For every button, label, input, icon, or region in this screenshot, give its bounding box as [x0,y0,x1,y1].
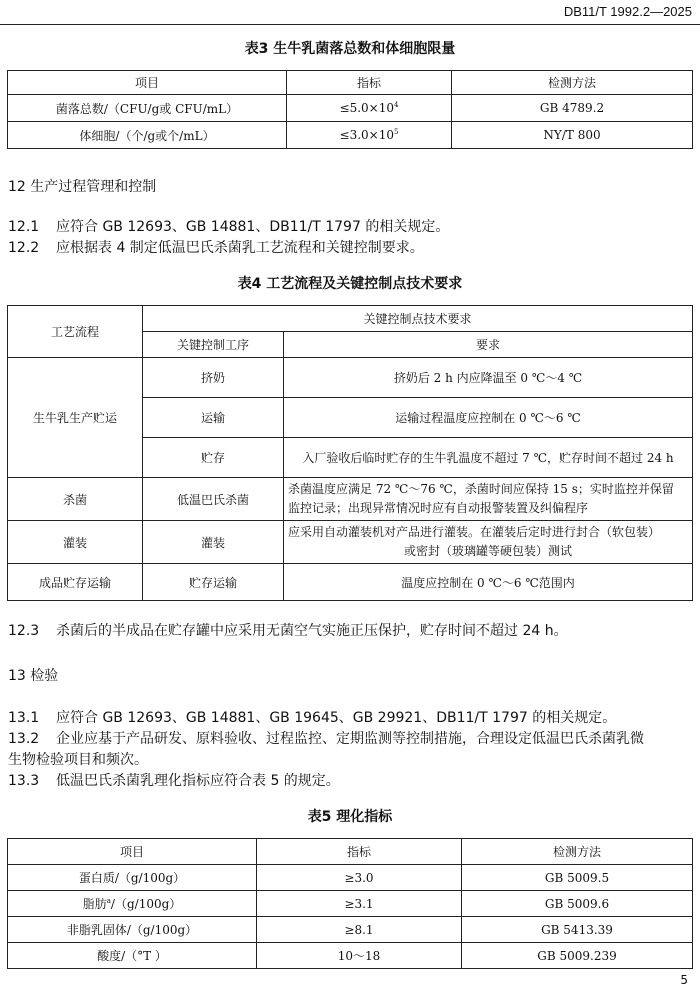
clause-13-1: 13.1 应符合 GB 12693、GB 14881、GB 19645、GB 29921、DB11/T 1797 的相关规定。 [8,710,617,726]
table3-title: 表3 生牛乳菌落总数和体细胞限量 [244,41,456,57]
table5 [7,838,693,969]
table4-header-process: 工艺流程 [8,306,143,358]
table4-process-sterilize: 杀菌 [8,478,143,521]
table-row [8,865,693,891]
table4-step: 挤奶 [143,358,284,398]
table4-process-fill: 灌装 [8,521,143,564]
table4-process-store: 成品贮存运输 [8,564,143,601]
table5-title: 表5 理化指标 [307,809,393,825]
clause-12-3: 12.3 杀菌后的半成品在贮存罐中应采用无菌空气实施正压保护，贮存时间不超过 24 h。 [8,623,568,639]
table3-header-item: 项目 [8,71,287,95]
table5-cell-item: 酸度/（°T ） [8,943,257,969]
table-row [8,95,693,122]
table-row [8,122,693,149]
table4-req: 挤奶后 2 h 内应降温至 0 ℃～4 ℃ [284,358,693,398]
table-row [8,943,693,969]
table5-cell-item: 蛋白质/（g/100g） [8,865,257,891]
section-12-heading: 12 生产过程管理和控制 [8,179,157,195]
table4-req: 运输过程温度应控制在 0 ℃～6 ℃ [284,398,693,438]
table4-header-tech: 关键控制点技术要求 [143,306,693,332]
clause-13-3: 13.3 低温巴氏杀菌乳理化指标应符合表 5 的规定。 [8,773,340,789]
table4-title: 表4 工艺流程及关键控制点技术要求 [237,276,463,292]
table4-req: 杀菌温度应满足 72 ℃～76 ℃，杀菌时间应保持 15 s；实时监控并保留 监控记录；出现异常情况时应有自动报警装置及纠偏程序 [284,478,693,521]
section-13-heading: 13 检验 [8,668,59,684]
table5-header-item: 项目 [8,839,257,865]
table4-req: 入厂验收后临时贮存的生牛乳温度不超过 7 ℃，贮存时间不超过 24 h [284,438,693,478]
table5-cell-item: 脂肪$^a$/（g/100g） [8,891,257,917]
table4-step: 贮存 [143,438,284,478]
table3-cell-value: $\le 3.0\times 10^5$ [287,122,452,149]
table-row [8,521,693,564]
table3-header-value: 指标 [287,71,452,95]
table3-cell-item: 菌落总数/（CFU/g或 CFU/mL） [8,95,287,122]
table4-header-step: 关键控制工序 [143,332,284,358]
table3 [7,70,693,149]
table3-header-method: 检测方法 [452,71,693,95]
table4 [7,305,693,601]
table4-header-req: 要求 [284,332,693,358]
table5-header-method: 检测方法 [462,839,693,865]
table-row [8,917,693,943]
table-row [8,564,693,601]
table5-cell-value: 10～18 [257,943,462,969]
table3-cell-method: NY/T 800 [452,122,693,149]
table5-cell-item: 非脂乳固体/（g/100g） [8,917,257,943]
table5-cell-method: GB 5009.5 [462,865,693,891]
table5-cell-method: GB 5413.39 [462,917,693,943]
table5-cell-value: ≥3.0 [257,865,462,891]
clause-13-2: 13.2 企业应基于产品研发、原料验收、过程监控、定期监测等控制措施，合理设定低温巴氏杀菌乳微 生物检验项目和频次。 [8,731,644,768]
table5-cell-value: ≥8.1 [257,917,462,943]
table5-cell-method: GB 5009.6 [462,891,693,917]
table-row [8,891,693,917]
table4-process-raw-milk: 生牛乳生产贮运 [8,358,143,478]
page-number: 5 [680,973,688,987]
table4-step: 贮存运输 [143,564,284,601]
table4-step: 运输 [143,398,284,438]
table4-step: 低温巴氏杀菌 [143,478,284,521]
table5-header-value: 指标 [257,839,462,865]
table3-cell-item: 体细胞/（个/g或个/mL） [8,122,287,149]
table4-req: 温度应控制在 0 ℃～6 ℃范围内 [284,564,693,601]
header-divider [0,24,700,25]
table-row [8,358,693,398]
clause-12-2: 12.2 应根据表 4 制定低温巴氏杀菌乳工艺流程和关键控制要求。 [8,240,424,256]
table4-step: 灌装 [143,521,284,564]
table3-cell-method: GB 4789.2 [452,95,693,122]
table4-req: 应采用自动灌装机对产品进行灌装。在灌装后定时进行封合（软包装） 或密封（玻璃罐等硬包装）测试 [284,521,693,564]
clause-12-1: 12.1 应符合 GB 12693、GB 14881、DB11/T 1797 的相关规定。 [8,219,450,235]
table-row [8,478,693,521]
table3-cell-value: $\le 5.0\times 10^4$ [287,95,452,122]
standard-code: DB11/T 1992.2—2025 [563,4,692,19]
table5-cell-method: GB 5009.239 [462,943,693,969]
table5-cell-value: ≥3.1 [257,891,462,917]
